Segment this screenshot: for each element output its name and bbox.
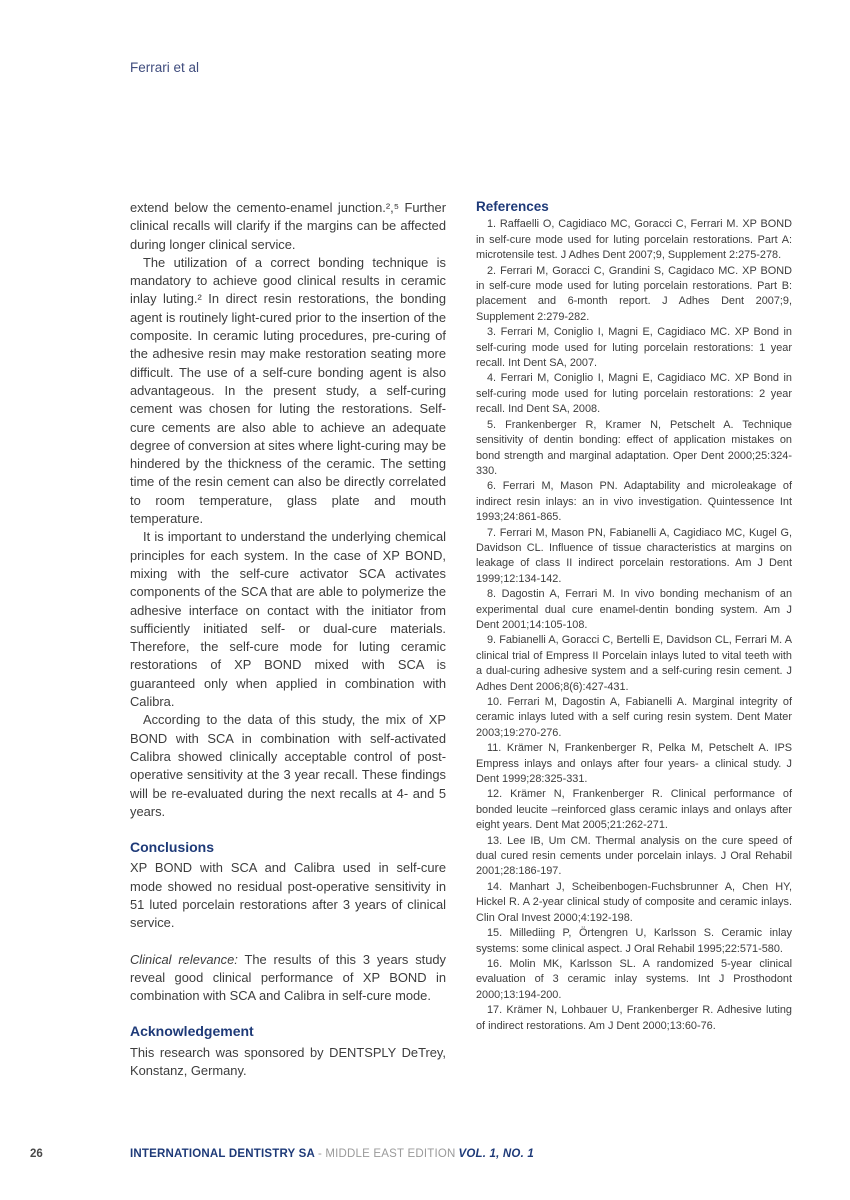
reference-item: 15. Millediing P, Örtengren U, Karlsson S. Ceramic inlay systems: some clinical aspect. J Oral Rehabil 1995;22:571-580. xyxy=(476,927,792,955)
reference-item: 1. Raffaelli O, Cagidiaco MC, Goracci C, Ferrari M. XP BOND in self-cure mode used for luting porcelain restorations. Part A: microtensile test. J Adhes Dent 2007;9, Supplement 2:275-278. xyxy=(476,218,792,262)
acknowledgement-heading: Acknowledgement xyxy=(130,1023,254,1040)
paragraph: extend below the cemento-enamel junction.²,⁵ Further clinical recalls will clarify if the margins can be affected during longer clinical service. xyxy=(130,200,446,252)
references-column xyxy=(476,199,792,1080)
clinical-relevance-label: Clinical relevance: xyxy=(130,951,238,967)
reference-item: 13. Lee IB, Um CM. Thermal analysis on the cure speed of dual cured resin cements under porcelain inlays. J Oral Rehabil 2001;28:186-197. xyxy=(476,834,792,878)
reference-item: 14. Manhart J, Scheibenbogen-Fuchsbrunner A, Chen HY, Hickel R. A 2-year clinical study of composite and ceramic inlays. Clin Oral Invest 2000;4:192-198. xyxy=(476,880,792,924)
paragraph: The utilization of a correct bonding technique is mandatory to achieve good clinical results in ceramic inlay luting.² In direct resin restorations, the bonding agent is routinely light-cured prior to the insertion of the composite. In ceramic luting procedures, pre-curing of the adhesive resin may make restoration seating more difficult. The use of a self-cure bonding agent is also advantageous. In the present study, a self-curing cement was chosen for luting the restorations. Self-cure cements are also able to achieve an adequate degree of conversion at sites where light-curing may be hindered by the thickness of the ceramic. The setting time of the resin cement can also be directly correlated to room temperature, glass plate and mouth temperature. xyxy=(130,254,446,527)
reference-item: 5. Frankenberger R, Kramer N, Petschelt A. Technique sensitivity of dentin bonding: effect of application mistakes on bond strength and marginal adaptation. Oper Dent 2000;25:324-330. xyxy=(476,418,792,477)
conclusions-paragraph: XP BOND with SCA and Calibra used in self-cure mode showed no residual post-operative sensitivity in 51 luted porcelain restorations after 3 years of clinical service. xyxy=(130,860,446,931)
paragraph: According to the data of this study, the mix of XP BOND with SCA in combination with self-activated Calibra showed clinically acceptable control of post-operative sensitivity at the 3 year recall. These findings will be re-evaluated during the next recalls at 4- and 5 years. xyxy=(130,712,446,819)
reference-item: 7. Ferrari M, Mason PN, Fabianelli A, Cagidiaco MC, Kugel G, Davidson CL. Influence of tissue characteristics at margins on leakage of class II indirect porcelain restorations. Am J Dent 1999;12:134-142. xyxy=(476,526,792,585)
references-heading: References xyxy=(476,199,549,214)
reference-item: 11. Krämer N, Frankenberger R, Pelka M, Petschelt A. IPS Empress inlays and onlays after four years- a clinical study. J Dent 1999;28:325-331. xyxy=(476,742,792,786)
acknowledgement-paragraph: This research was sponsored by DENTSPLY DeTrey, Konstanz, Germany. xyxy=(130,1044,446,1079)
reference-item: 6. Ferrari M, Mason PN. Adaptability and microleakage of indirect resin inlays: an in vivo investigation. Quintessence Int 1993;24:861-865. xyxy=(476,480,792,524)
footer-volume: VOL. 1, NO. 1 xyxy=(458,1148,534,1160)
footer-journal-line xyxy=(130,1148,534,1160)
footer-journal-name: INTERNATIONAL DENTISTRY SA xyxy=(130,1148,315,1160)
clinical-relevance-text: The results of this 3 years study reveal good clinical performance of XP BOND in combination with SCA and Calibra in self-cure mode. xyxy=(130,951,447,1004)
running-header: Ferrari et al xyxy=(130,60,200,75)
conclusions-heading: Conclusions xyxy=(130,839,215,856)
reference-item: 16. Molin MK, Karlsson SL. A randomized 5-year clinical evaluation of 3 ceramic inlay systems. Int J Prosthodont 2000;13:194-200. xyxy=(476,957,792,1001)
reference-item: 12. Krämer N, Frankenberger R. Clinical performance of bonded leucite –reinforced glass ceramic inlays and onlays after eight years. Dent Mat 2005;21:262-271. xyxy=(476,788,792,832)
article-body xyxy=(130,199,792,1080)
reference-item: 9. Fabianelli A, Goracci C, Bertelli E, Davidson CL, Ferrari M. A clinical trial of Empress II Porcelain inlays luted to vital teeth with a dual-curing adhesive system and a self-curing resin cement. J Adhes Dent 2006;8(6):427-431. xyxy=(476,634,792,693)
reference-item: 10. Ferrari M, Dagostin A, Fabianelli A. Marginal integrity of ceramic inlays luted with a self curing resin system. Dent Mater 2003;19:270-276. xyxy=(476,696,792,739)
reference-item: 2. Ferrari M, Goracci C, Grandini S, Cagidaco MC. XP BOND in self-cure mode used for luting porcelain restorations. Part B: placement and 6-month report. J Adhes Dent 2007;9, Supplement 2:279-282. xyxy=(476,264,792,323)
page-footer xyxy=(0,1148,850,1168)
footer-edition: - MIDDLE EAST EDITION xyxy=(317,1148,456,1160)
reference-item: 8. Dagostin A, Ferrari M. In vivo bonding mechanism of an experimental dual cure enamel-dentin bonding system. Am J Dent 2001;14:105-108. xyxy=(476,588,792,631)
paragraph: It is important to understand the underlying chemical principles for each system. In the case of XP BOND, mixing with the self-cure activator SCA activates components of the SCA that are able to polymerize the adhesive interface on contact with the initiator from sufficiently initiated self- or dual-cure materials. Therefore, the self-cure mode for luting ceramic restorations of XP BOND mixed with SCA is guaranteed only when applied in combination with Calibra. xyxy=(130,529,446,710)
reference-item: 3. Ferrari M, Coniglio I, Magni E, Cagidiaco MC. XP Bond in self-curing mode used for luting porcelain restorations: 1 year recall. Int Dent SA, 2007. xyxy=(476,326,792,370)
clinical-relevance-paragraph xyxy=(130,951,446,1006)
reference-item: 17. Krämer N, Lohbauer U, Frankenberger R. Adhesive luting of indirect restorations. Am J Dent 2000;13:60-76. xyxy=(476,1004,792,1032)
reference-item: 4. Ferrari M, Coniglio I, Magni E, Cagidiaco MC. XP Bond in self-curing mode used for luting porcelain restorations: 2 year recall. Ind Dent SA, 2008. xyxy=(476,372,792,416)
left-column xyxy=(130,199,446,1080)
page-number: 26 xyxy=(30,1148,43,1160)
